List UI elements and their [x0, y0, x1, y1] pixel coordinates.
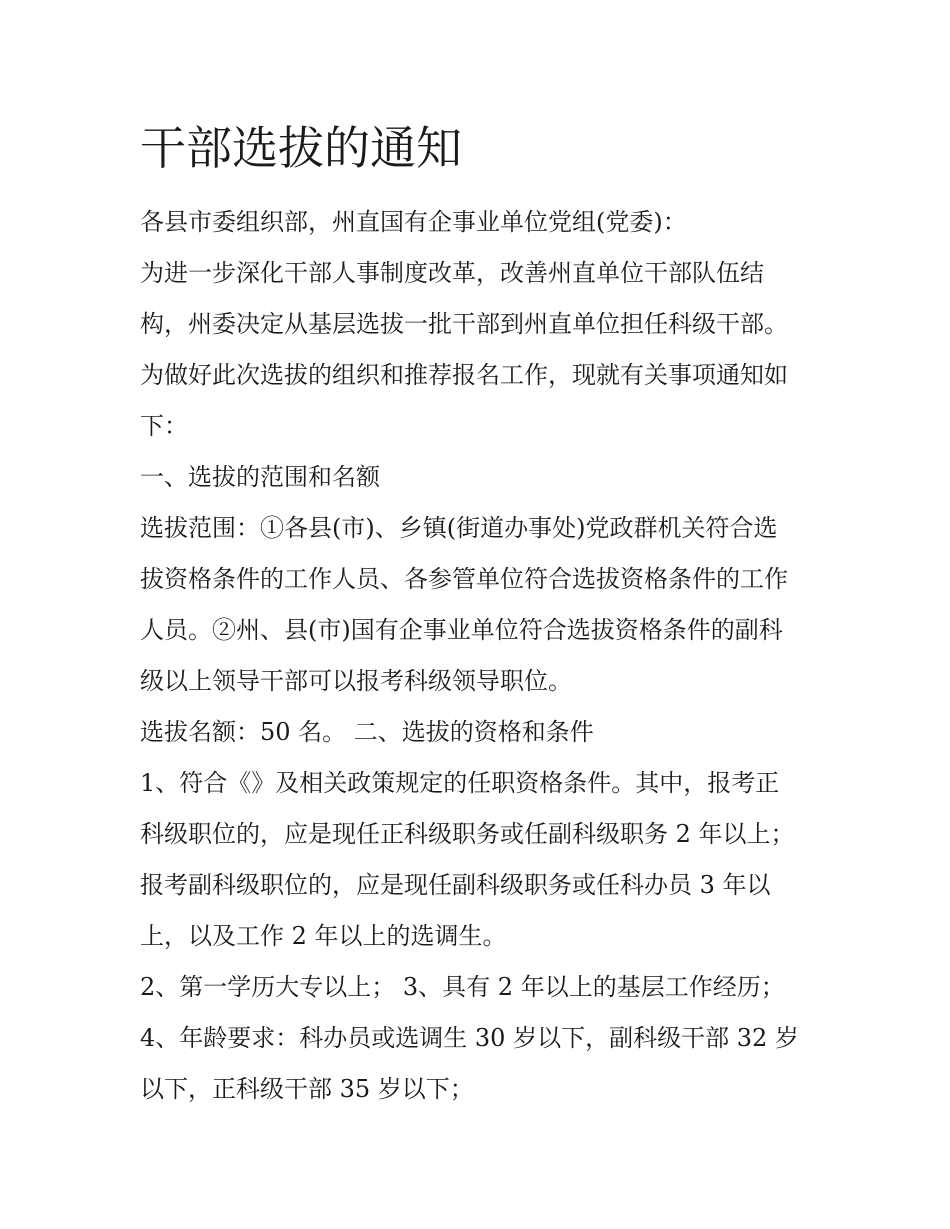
paragraph-line: 级以上领导干部可以报考科级领导职位。 [140, 667, 572, 695]
paragraph-line: 2、第一学历大专以上； 3、具有 2 年以上的基层工作经历； [140, 973, 785, 1001]
paragraph-line: 下： [140, 412, 188, 440]
salutation: 各县市委组织部，州直国有企事业单位党组(党委)： [140, 208, 687, 236]
section-heading: 一、选拔的范围和名额 [140, 463, 380, 491]
paragraph-line: 科级职位的，应是现任正科级职务或任副科级职务 2 年以上； [140, 820, 795, 848]
paragraph-line: 拔资格条件的工作人员、各参管单位符合选拔资格条件的工作 [140, 565, 788, 593]
paragraph-line: 为做好此次选拔的组织和推荐报名工作，现就有关事项通知如 [140, 361, 788, 389]
paragraph-line: 4、年龄要求：科办员或选调生 30 岁以下，副科级干部 32 岁 [140, 1024, 799, 1052]
paragraph-line: 为进一步深化干部人事制度改革，改善州直单位干部队伍结 [140, 259, 764, 287]
paragraph-line: 报考副科级职位的，应是现任副科级职务或任科办员 3 年以 [140, 871, 771, 899]
paragraph-line: 1、符合《》及相关政策规定的任职资格条件。其中，报考正 [140, 769, 780, 797]
paragraph-line: 构，州委决定从基层选拔一批干部到州直单位担任科级干部。 [140, 310, 788, 338]
paragraph-line: 选拔名额：50 名。 二、选拔的资格和条件 [140, 718, 594, 746]
paragraph-line: 以下，正科级干部 35 岁以下； [140, 1075, 474, 1103]
document-body [140, 197, 840, 1115]
paragraph-line: 人员。②州、县(市)国有企事业单位符合选拔资格条件的副科 [140, 616, 783, 644]
document-title: 干部选拔的通知 [140, 121, 462, 175]
paragraph-line: 选拔范围：①各县(市)、乡镇(街道办事处)党政群机关符合选 [140, 514, 778, 542]
paragraph-line: 上，以及工作 2 年以上的选调生。 [140, 922, 507, 950]
